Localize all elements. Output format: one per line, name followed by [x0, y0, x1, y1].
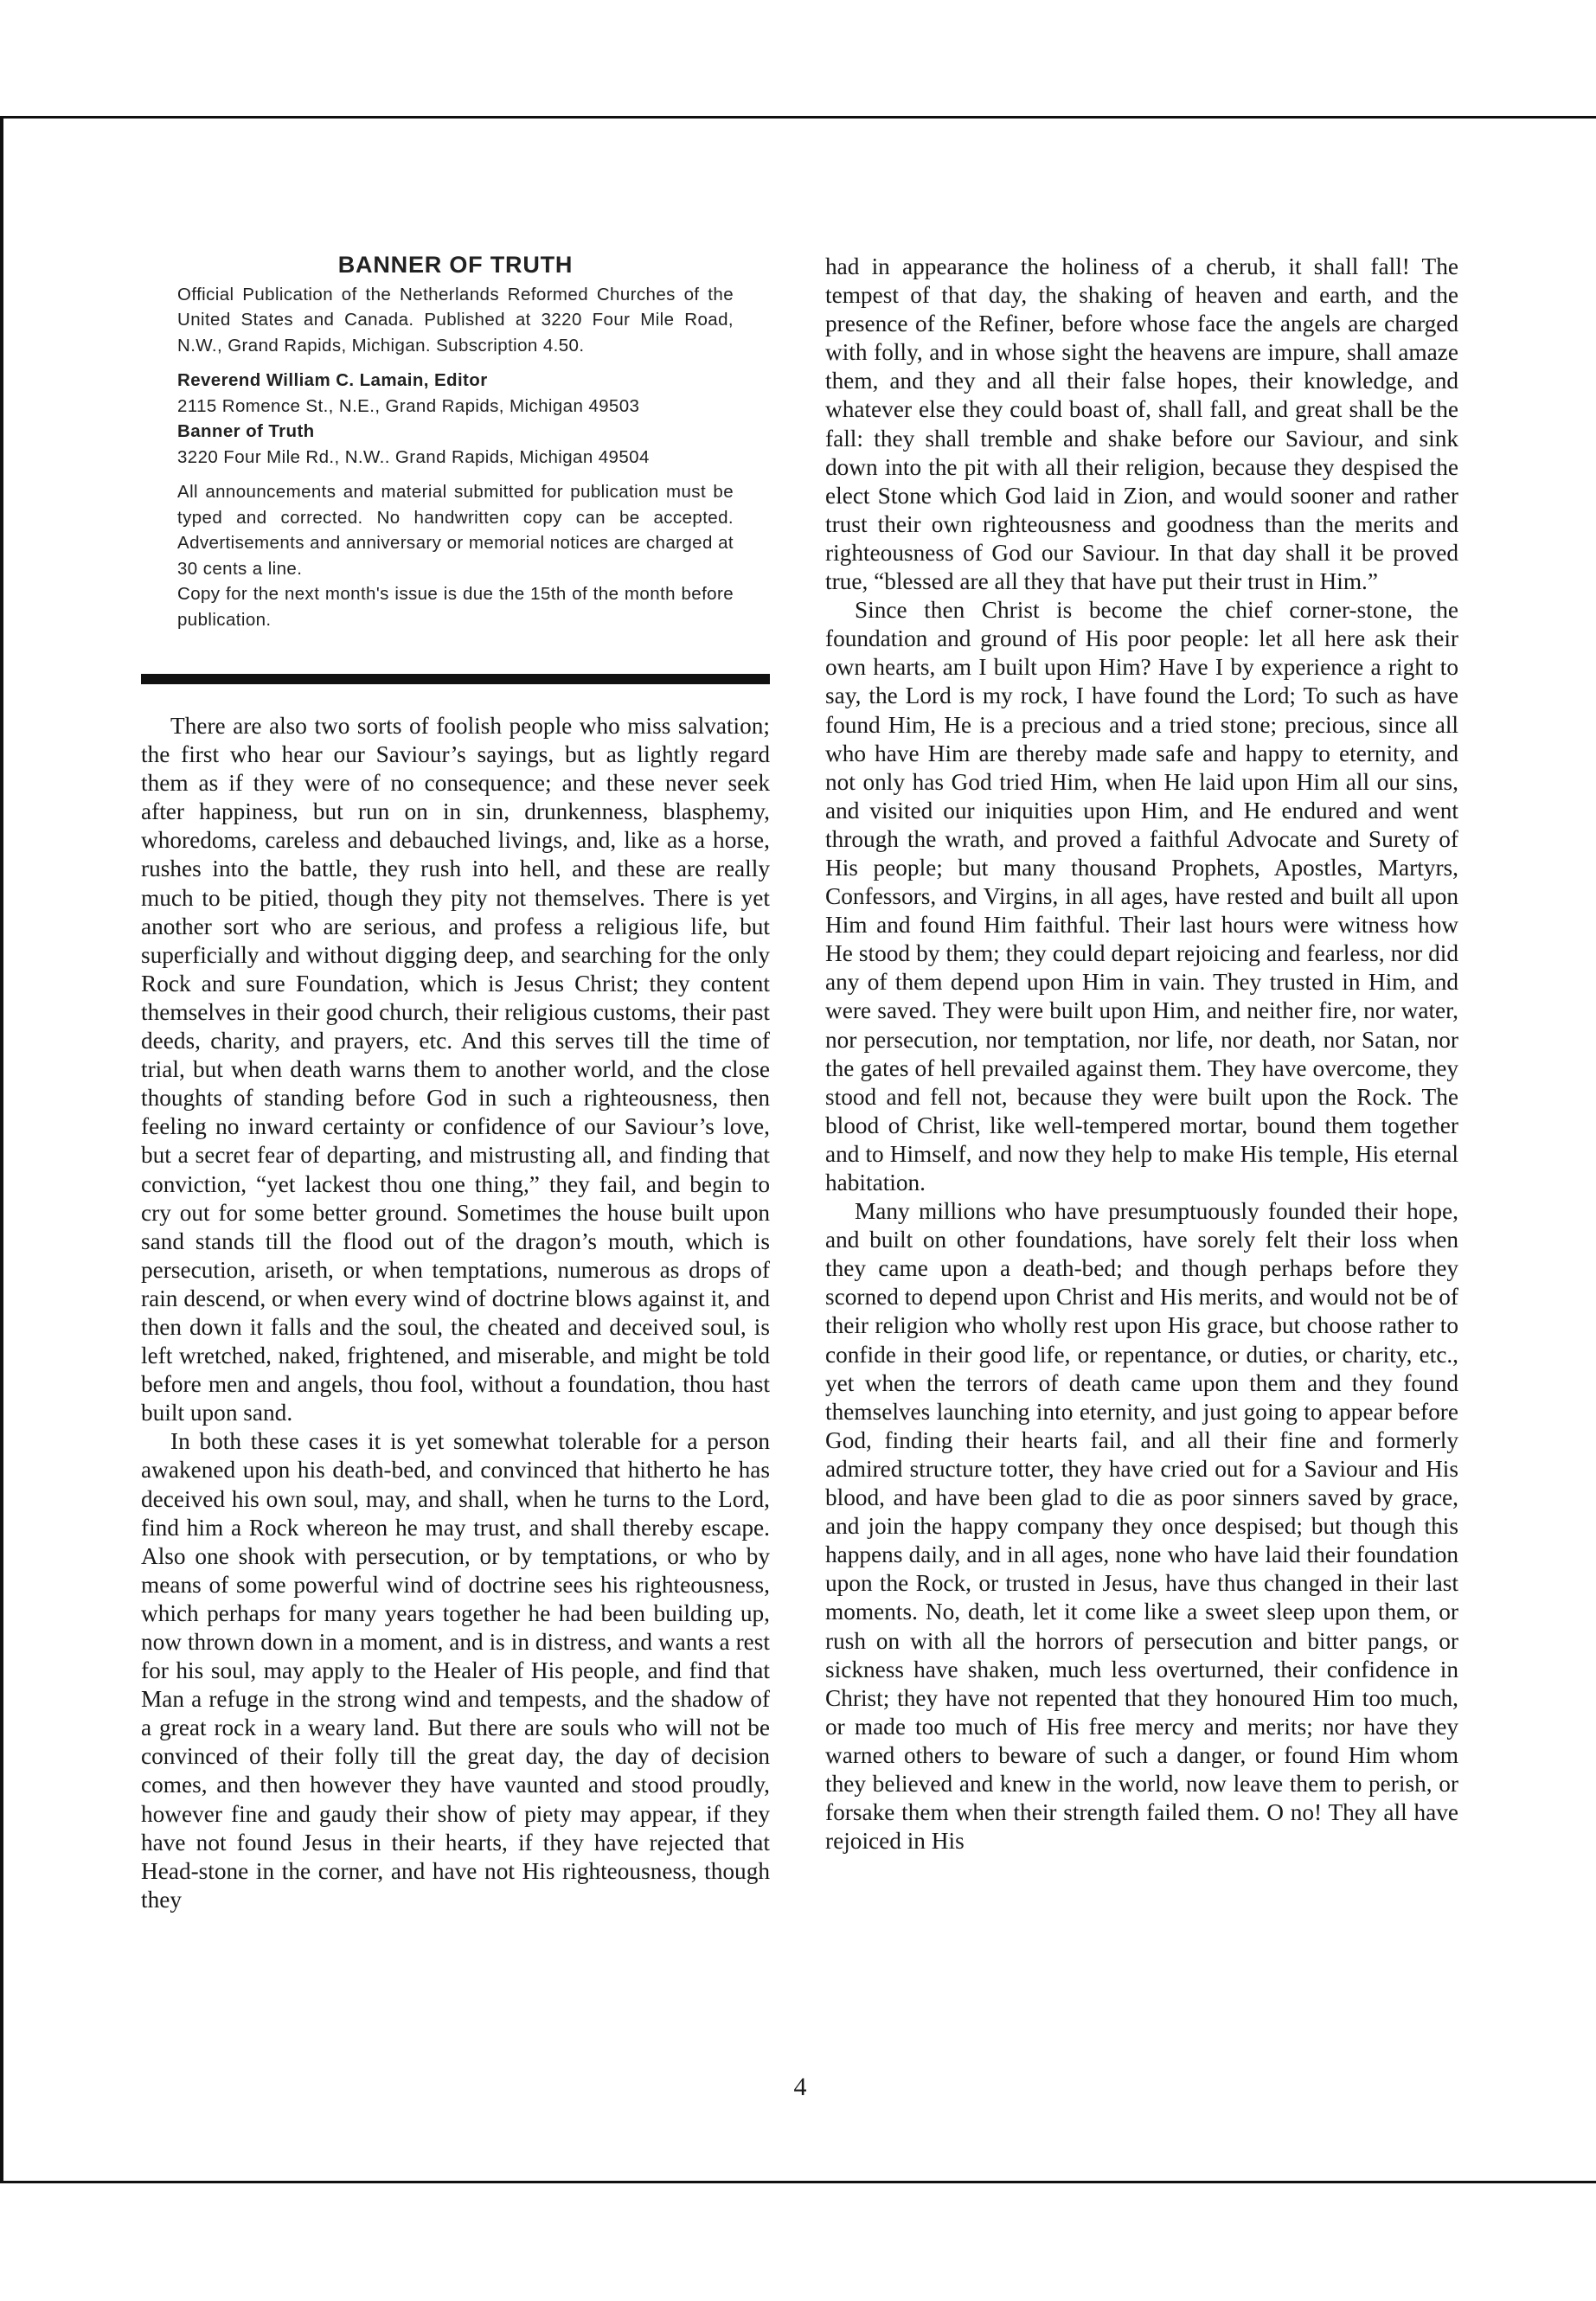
masthead	[177, 253, 734, 632]
editor-address: 2115 Romence St., N.E., Grand Rapids, Michigan 49503	[177, 395, 640, 416]
office-name: Banner of Truth	[177, 421, 315, 441]
page-number: 4	[793, 2073, 807, 2101]
page-frame-bottom-border	[0, 2181, 1596, 2183]
paragraph: Since then Christ is become the chief corner-stone, the foundation and ground of His poor people: let all here ask their own hearts, am I built upon Him? Have I by experience a right to say, the Lord is my rock, I have found the Lord; To such as have found Him, He is a precious and a tried stone; precious, since all who have Him are thereby made safe and happy to eternity, and not only has God tried Him, when He laid upon Him all our sins, and visited our iniquities upon Him, and He endured and went through the wrath, and proved a faithful Advocate and Surety of His people; but many thousand Prophets, Apostles, Martyrs, Confessors, and Virgins, in all ages, have rested and built all upon Him and found Him faithful. Their last hours were witness how He stood by them; they could depart rejoicing and fearless, nor did any of them depend upon Him in vain. They trusted in Him, and were saved. They were built upon Him, and neither fire, nor water, nor persecution, nor temptation, nor life, nor death, nor Satan, nor the gates of hell prevailed against them. They have overcome, they stood and fell not, because they were built upon the Rock. The blood of Christ, like well-tempered mortar, bound them together and to Himself, and now they help to make His temple, His eternal habitation.	[825, 597, 1458, 1195]
announcements-notice: All announcements and material submitted for publication must be typed and corrected. No handwritten copy can be accepted. Advertisements and anniversary or memorial notices are charged at 30 cents a line.	[177, 482, 734, 579]
paragraph: There are also two sorts of foolish people who miss salvation; the first who hear our Saviour’s sayings, but as lightly regard them as if they were of no consequence; and these never seek after happiness, but run on in sin, drunkenness, blasphemy, whoredoms, careless and debauched livings, and, like as a horse, rushes into the battle, they rush into hell, and these are really much to be pitied, though they pity not themselves. There is yet another sort who are serious, and profess a religious life, but superficially and without digging deep, and searching for the only Rock and sure Foundation, which is Jesus Christ; they content themselves in their good church, their religious customs, their past deeds, charity, and prayers, etc. And this serves till the time of trial, but when death warns them to another world, and the close thoughts of standing before God in such a righteousness, then feeling no inward certainty or confidence of our Saviour’s love, but a secret fear of departing, and mistrusting all, and finding that conviction, “yet lackest thou one thing,” they fail, and begin to cry out for some better ground. Sometimes the house built upon sand stands till the flood out of the dragon’s mouth, which is persecution, ariseth, or when temptations, numerous as drops of rain descend, or when every wind of doctrine blows against it, and then down it falls and the soul, the cheated and deceived soul, is left wretched, naked, frightened, and miserable, and might be told before men and angels, thou fool, without a foundation, thou hast built upon sand.	[141, 713, 770, 1426]
section-divider-rule	[141, 674, 770, 684]
paragraph: In both these cases it is yet somewhat tolerable for a person awakened upon his death-bed, and convinced that hitherto he has deceived his own soul, may, and shall, when he turns to the Lord, find him a Rock whereon he may trust, and shall thereby escape. Also one shook with persecution, or by temptations, or who by means of some powerful wind of doctrine sees his righteousness, which perhaps for many years together he had been building up, now thrown down in a moment, and is in distress, and wants a rest for his soul, may apply to the Healer of His people, and find that Man a refuge in the strong wind and tempests, and the shadow of a great rock in a weary land. But there are souls who will not be convinced of their folly till the great day, the day of decision comes, and then however they have vaunted and stood proudly, however fine and gaudy their show of piety may appear, if they have not found Jesus in their hearts, if they have rejected that Head-stone in the corner, and have not His righteousness, though they	[141, 1428, 770, 1913]
paragraph: Many millions who have presumptuously founded their hope, and built on other foundations, have sorely felt their loss when they came upon a death-bed; and though perhaps before they scorned to depend upon Christ and His merits, and would not be of their religion who wholly rest upon His grace, but choose rather to confide in their good life, or repentance, or duties, or charity, etc., yet when the terrors of death came upon them and they found themselves launching into eternity, and just going to appear before God, finding their hearts fail, and all their fine and formerly admired structure totter, they have cried out for a Saviour and His blood, and have been glad to die as poor sinners saved by grace, and join the happy company they once despised; but though this happens daily, and in all ages, none who have laid their foundation upon the Rock, or trusted in Jesus, have thus changed in their last moments. No, death, let it come like a sweet sleep upon them, or rush on with all the horrors of persecution and bitter pangs, or sickness have shaken, much less overturned, their confidence in Christ; they have not repented that they honoured Him too much, or made too much of His free mercy and merits; nor have they warned others to beware of such a danger, or found Him whom they believed and knew in the world, now leave them to perish, or forsake them when their strength failed them. O no! They all have rejoiced in His	[825, 1198, 1458, 1855]
page-frame-top-border	[0, 116, 1596, 119]
masthead-title: BANNER OF TRUTH	[337, 252, 574, 278]
left-text-column	[141, 712, 770, 1914]
paragraph: had in appearance the holiness of a cherub, it shall fall! The tempest of that day, the shaking of heaven and earth, and the presence of the Refiner, before whose face the angels are charged with folly, and in whose sight the heavens are impure, shall amaze them, and they and all their false hopes, their knowledge, and whatever else they could boast of, shall fall, and great shall be the fall: they shall tremble and shake before our Saviour, and sink down into the pit with all their religion, because they despised the elect Stone which God laid in Zion, and would sooner and rather trust their own righteousness and goodness than the merits and righteousness of God our Saviour. In that day shall it be proved true, “blessed are all they that have put their trust in Him.”	[825, 253, 1458, 595]
page-frame-left-border	[0, 116, 3, 2183]
right-text-column	[825, 253, 1458, 1856]
editor-name: Reverend William C. Lamain, Editor	[177, 370, 488, 390]
office-address: 3220 Four Mile Rd., N.W.. Grand Rapids, Michigan 49504	[177, 446, 650, 467]
masthead-description: Official Publication of the Netherlands Reformed Churches of the United States and Canada. Published at 3220 Four Mile Road, N.W., Grand Rapids, Michigan. Subscription 4.50.	[177, 284, 734, 356]
deadline-notice: Copy for the next month's issue is due the 15th of the month before publication.	[177, 584, 734, 630]
